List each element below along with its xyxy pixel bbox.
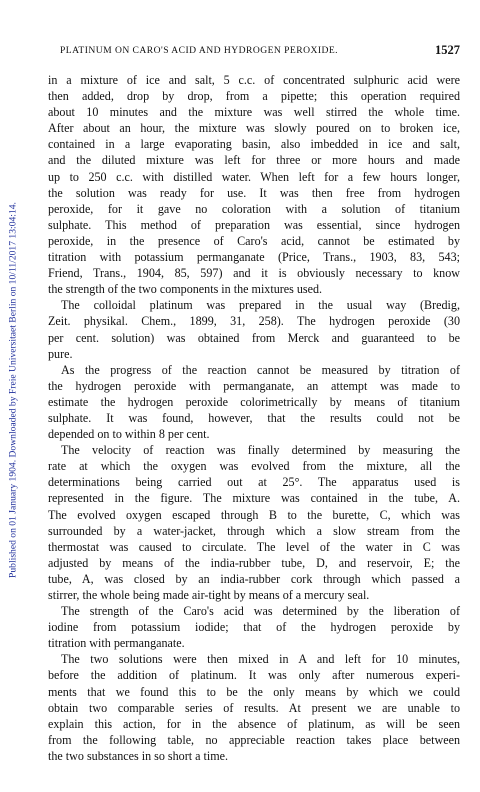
text-line: peroxide, for it gave no coloration with a solution of titanium [48, 201, 460, 216]
text-line: The two solutions were then mixed in A and left for 10 minutes, [61, 652, 460, 667]
text-line: adjusted by means of the india-rubber tube, D, and reservoir, E; the [48, 555, 460, 570]
paragraph [48, 442, 460, 603]
text-line: the strength of the two components in the mixtures used. [48, 282, 323, 297]
text-line: the two substances in so short a time. [48, 748, 229, 763]
text-line: After about an hour, the mixture was slowly poured on to broken ice, [48, 121, 460, 136]
text-line: the solution was ready for use. It was then free from hydrogen [48, 185, 460, 200]
text-line: obtain two comparable series of results. At present we are unable to [48, 700, 460, 715]
text-line: rate at which the oxygen was evolved from the mixture, all the [48, 459, 460, 474]
text-line: ments that we found this to be the only means by which we could [48, 684, 460, 699]
text-line: per cent. solution) was obtained from Merck and guaranteed to be [48, 330, 460, 345]
paragraph [48, 362, 460, 442]
text-line: contained in a large evaporating basin, also imbedded in ice and salt, [48, 137, 460, 152]
page-number: 1527 [435, 43, 460, 57]
text-line: the hydrogen peroxide with permanganate, an attempt was made to [48, 378, 460, 393]
text-line: represented in the figure. The mixture was contained in the tube, A. [48, 491, 460, 506]
text-line: explain this action, for in the absence of platinum, as will be seen [48, 716, 460, 731]
text-line: then added, drop by drop, from a pipette; this operation required [48, 89, 460, 104]
text-line: titration with permanganate. [48, 636, 185, 651]
text-line: stirrer, the whole being made air-tight by means of a mercury seal. [48, 588, 370, 602]
text-line: thermostat was caused to circulate. The level of the water in C was [48, 539, 460, 554]
text-line: peroxide, in the presence of Caro's acid, cannot be estimated by [48, 233, 460, 248]
text-line: titration with potassium permanganate (Price, Trans., 1903, 83, 543; [48, 250, 460, 265]
text-line: As the progress of the reaction cannot be measured by titration of [61, 362, 460, 377]
text-line: The velocity of reaction was finally determined by measuring the [61, 443, 460, 458]
text-line: pure. [48, 346, 73, 361]
paragraph [48, 603, 460, 651]
publication-sidebar [6, 70, 20, 710]
text-line: surrounded by a water-jacket, through which a slow stream from the [48, 523, 460, 538]
text-line: and the diluted mixture was left for three or more hours and made [48, 153, 460, 168]
text-line: Zeit. physikal. Chem., 1899, 31, 258). The hydrogen peroxide (30 [48, 314, 460, 329]
text-line: Friend, Trans., 1904, 85, 597) and it is obviously necessary to know [48, 266, 460, 281]
text-line: in a mixture of ice and salt, 5 c.c. of concentrated sulphuric acid were [48, 73, 460, 87]
paragraph [48, 72, 460, 297]
paragraph [48, 297, 460, 361]
text-line: depended on to within 8 per cent. [48, 427, 210, 442]
text-line: estimate the hydrogen peroxide colorimetrically by means of titanium [48, 394, 460, 409]
text-line: iodine from potassium iodide; that of the hydrogen peroxide by [48, 620, 460, 635]
text-line: tube, A, was closed by an india-rubber cork through which passed a [48, 571, 460, 586]
text-line: The colloidal platinum was prepared in the usual way (Bredig, [61, 298, 460, 313]
running-title: PLATINUM ON CARO'S ACID AND HYDROGEN PEROXIDE. [60, 45, 339, 56]
text-line: determinations being carried out at 25°. The apparatus used is [48, 475, 460, 490]
text-line: The evolved oxygen escaped through B to the burette, C, which was [48, 507, 460, 522]
text-line: from the following table, no appreciable reaction takes place between [48, 732, 460, 747]
text-line: before the addition of platinum. It was only after numerous experi- [48, 668, 460, 683]
text-line: The strength of the Caro's acid was determined by the liberation of [61, 604, 460, 619]
paragraph [48, 651, 460, 764]
body-text [48, 72, 460, 764]
text-line: up to 250 c.c. with distilled water. When left for a few hours longer, [48, 169, 460, 184]
text-line: sulphate. It was found, however, that the results could not be [48, 410, 460, 425]
publication-sidebar-text[interactable]: Published on 01 January 1904. Downloaded by Freie Universitaet Berlin on 10/11/2017 13:04:14. [7, 202, 19, 578]
text-line: sulphate. This method of preparation was essential, since hydrogen [48, 217, 460, 232]
text-line: about 10 minutes and the mixture was well stirred the whole time. [48, 105, 460, 120]
page-header [48, 43, 460, 61]
